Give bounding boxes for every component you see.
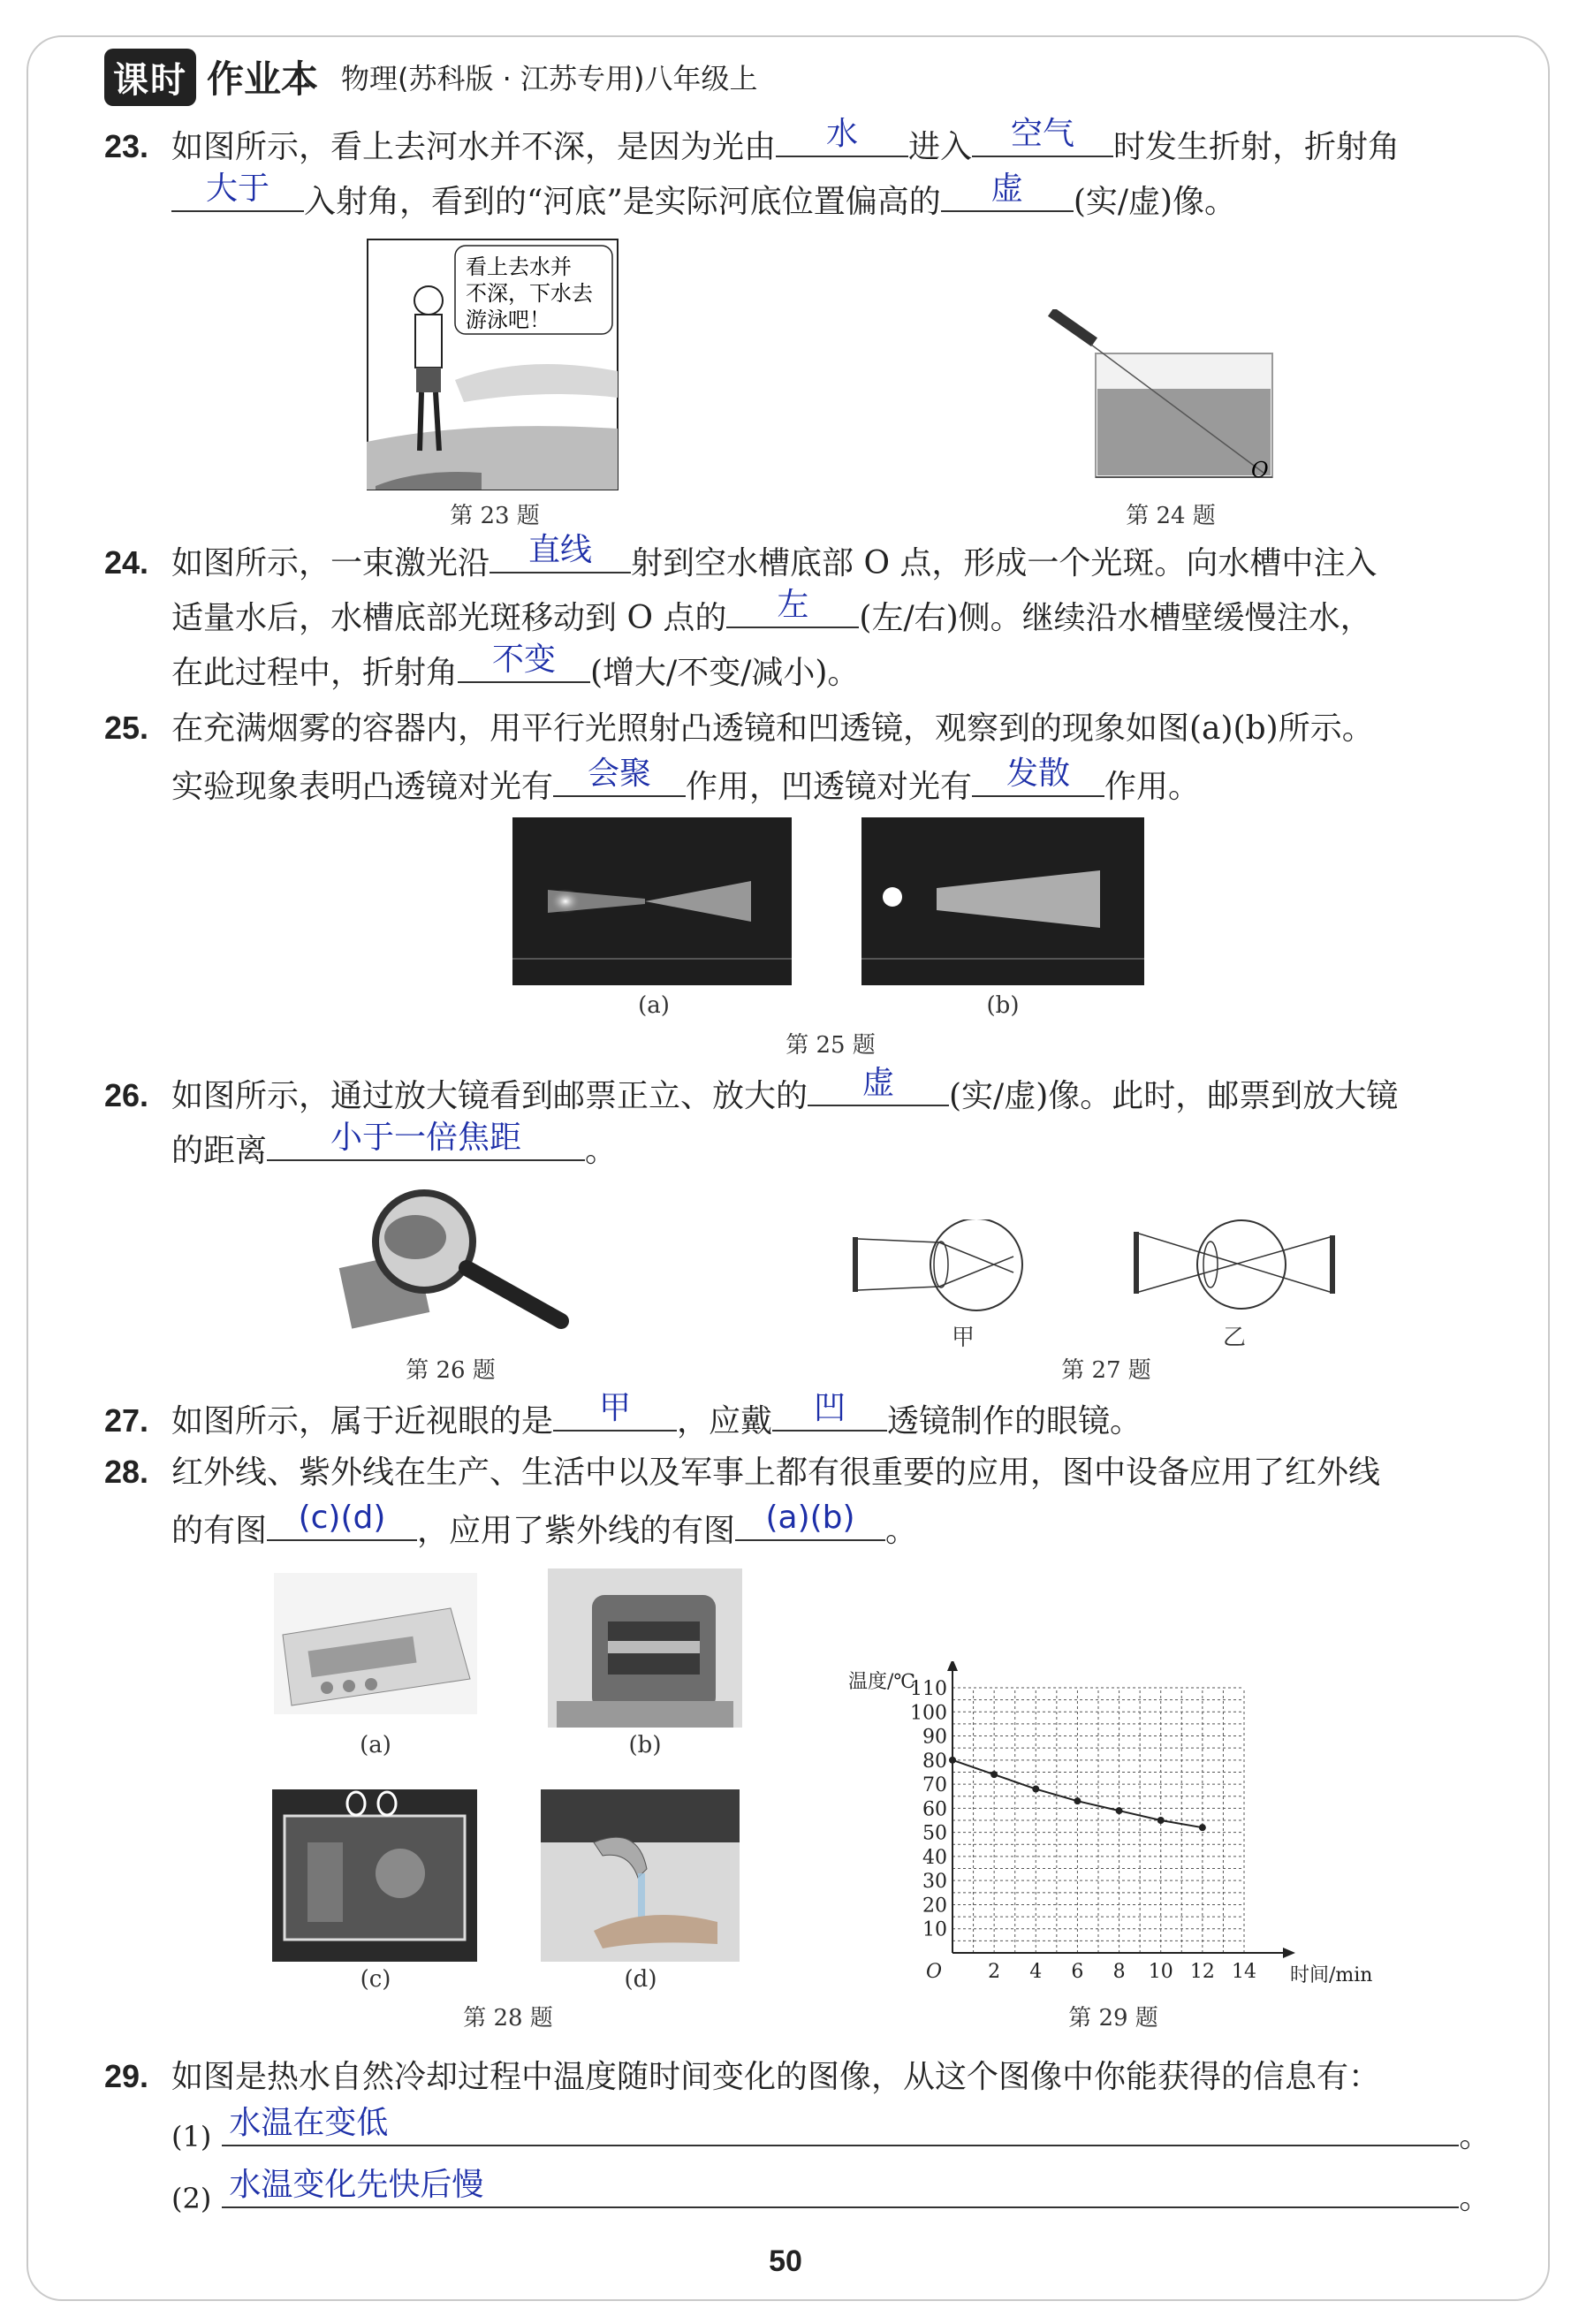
q23-line1: 23. 如图所示，看上去河水并不深，是因为光由 水 进入 空气 时发生折射，折射角: [104, 117, 1400, 174]
x-tick-label: 2: [988, 1961, 1001, 1983]
y-tick-label: 30: [922, 1871, 947, 1894]
caption-27-yi: 乙: [1222, 1325, 1246, 1351]
q28-line2: 的有图 (c)(d) ，应用了紫外线的有图 (a)(b) 。: [171, 1500, 918, 1549]
caption-25a: (a): [638, 992, 670, 1019]
caption-28c: (c): [360, 1966, 391, 1993]
data-point: [1199, 1824, 1206, 1831]
q25-line2: 实验现象表明凸透镜对光有 会聚 作用，凹透镜对光有 发散 作用。: [171, 756, 1201, 805]
answer-blank[interactable]: 直线: [490, 533, 631, 573]
figure-28a-money-detector: [274, 1573, 477, 1718]
caption-27-jia: 甲: [951, 1325, 975, 1351]
y-tick-label: 60: [922, 1798, 947, 1821]
question-number: 23.: [104, 128, 149, 164]
x-tick-label: 4: [1029, 1961, 1043, 1983]
caption-28a: (a): [360, 1732, 391, 1758]
q26-line1: 26. 如图所示，通过放大镜看到邮票正立、放大的 虚 (实/虚)像。此时，邮票到放大镜: [104, 1066, 1398, 1123]
q24-line1: 24. 如图所示，一束激光沿 直线 射到空水槽底部 O 点，形成一个光斑。向水槽中注入: [104, 533, 1377, 590]
answer-blank[interactable]: (c)(d): [267, 1500, 417, 1541]
origin-label: O: [926, 1961, 943, 1983]
figure-28c-thermal-camera: [272, 1789, 477, 1965]
answer-blank[interactable]: 虚: [808, 1066, 949, 1106]
figure-24-water-tank: [1043, 309, 1290, 490]
speech-line: 不深，下水去: [466, 281, 593, 306]
caption-23: 第 23 题: [450, 503, 540, 529]
figure-27-eye-diagrams: [853, 1219, 1347, 1338]
caption-25b: (b): [986, 992, 1020, 1019]
y-tick-label: 10: [922, 1918, 947, 1941]
y-tick-label: 110: [910, 1678, 947, 1700]
answer-blank[interactable]: 发散: [972, 756, 1104, 797]
caption-26: 第 26 题: [406, 1357, 496, 1384]
caption-28b: (b): [628, 1732, 662, 1758]
data-point: [1116, 1807, 1123, 1814]
y-tick-label: 20: [922, 1895, 947, 1918]
question-number: 28.: [104, 1454, 149, 1490]
speech-line: 看上去水并: [466, 254, 572, 279]
page-number: 50: [769, 2244, 802, 2278]
q23-line2: 大于 入射角，看到的“河底”是实际河底位置偏高的 虚 (实/虚)像。: [104, 171, 1236, 229]
data-point: [1032, 1786, 1039, 1793]
figure-25a-convex-lens-photo: [512, 817, 792, 989]
caption-27: 第 27 题: [1061, 1357, 1151, 1384]
temperature-time-chart: [848, 1661, 1396, 1997]
x-tick-label: 8: [1112, 1961, 1126, 1983]
answer-blank[interactable]: (a)(b): [735, 1500, 885, 1541]
x-axis-label: 时间/min: [1290, 1964, 1373, 1986]
q25-line1: 25. 在充满烟雾的容器内，用平行光照射凸透镜和凹透镜，观察到的现象如图(a)(b)所示。: [104, 702, 1374, 756]
answer-blank[interactable]: 小于一倍焦距: [267, 1120, 585, 1161]
answer-blank[interactable]: 大于: [171, 171, 304, 212]
q28-line1: 28. 红外线、紫外线在生产、生活中以及军事上都有很重要的应用，图中设备应用了红外线: [104, 1446, 1380, 1500]
answer-blank[interactable]: 水: [776, 117, 908, 157]
answer-blank[interactable]: 水温在变低: [222, 2106, 1459, 2146]
y-tick-label: 50: [922, 1822, 947, 1845]
y-tick-label: 70: [922, 1774, 947, 1797]
x-axis-arrow: [1283, 1948, 1295, 1958]
caption-28d: (d): [624, 1966, 657, 1993]
point-o-label: O: [1251, 458, 1269, 482]
series-title: 作业本: [207, 57, 319, 101]
subject-title: 物理(苏科版 · 江苏专用)八年级上: [341, 62, 758, 95]
question-number: 24.: [104, 544, 149, 581]
y-axis-label: 温度/℃: [848, 1671, 916, 1693]
figure-28d-sensor-faucet: [541, 1789, 740, 1965]
q29-line2: (1) 水温在变低 。: [171, 2105, 1491, 2154]
q24-line2: 适量水后，水槽底部光斑移动到 O 点的 左 (左/右)侧。继续沿水槽壁缓慢注水，: [171, 587, 1372, 636]
answer-blank[interactable]: 左: [726, 588, 859, 628]
question-number: 25.: [104, 710, 149, 746]
x-tick-label: 6: [1071, 1961, 1084, 1983]
y-tick-label: 80: [922, 1750, 947, 1773]
q27-line1: 27. 如图所示，属于近视眼的是 甲 ，应戴 凹 透镜制作的眼镜。: [104, 1391, 1142, 1448]
q29-line3: (2) 水温变化先快后慢 。: [171, 2167, 1491, 2216]
answer-blank[interactable]: 凹: [772, 1391, 887, 1432]
y-tick-label: 90: [922, 1726, 947, 1749]
speech-line: 游泳吧！: [466, 308, 550, 332]
data-point: [1074, 1797, 1081, 1804]
figure-26-magnifier: [327, 1189, 583, 1342]
data-point: [990, 1771, 998, 1778]
data-point: [1157, 1817, 1165, 1824]
y-tick-label: 100: [910, 1702, 947, 1725]
eye-yi: [1134, 1220, 1335, 1309]
y-tick-label: 40: [922, 1846, 947, 1869]
figure-29-temperature-chart: [848, 1661, 1396, 2001]
eye-jia: [853, 1219, 1022, 1310]
question-number: 26.: [104, 1077, 149, 1113]
q29-line1: 29. 如图是热水自然冷却过程中温度随时间变化的图像，从这个图像中你能获得的信息有：: [104, 2050, 1380, 2104]
caption-25: 第 25 题: [786, 1032, 876, 1059]
figure-28b-disinfection-cabinet: [548, 1568, 742, 1731]
caption-28: 第 28 题: [463, 2005, 553, 2032]
y-axis-arrow: [947, 1661, 958, 1671]
question-number: 29.: [104, 2058, 149, 2094]
question-number: 27.: [104, 1402, 149, 1439]
figure-25b-concave-lens-photo: [861, 817, 1144, 989]
x-tick-label: 12: [1189, 1961, 1215, 1983]
answer-blank[interactable]: 水温变化先快后慢: [222, 2168, 1459, 2208]
figure-23-river-cartoon: [367, 239, 619, 494]
answer-blank[interactable]: 空气: [972, 117, 1113, 157]
x-tick-label: 14: [1232, 1961, 1256, 1983]
answer-blank[interactable]: 甲: [553, 1391, 677, 1432]
series-logo: 课时: [104, 49, 196, 106]
answer-blank[interactable]: 会聚: [553, 756, 686, 797]
answer-blank[interactable]: 虚: [941, 171, 1074, 212]
caption-24: 第 24 题: [1126, 503, 1216, 529]
header: [104, 46, 758, 108]
data-point: [949, 1757, 956, 1764]
answer-blank[interactable]: 不变: [458, 642, 590, 683]
q24-line3: 在此过程中，折射角 不变 (增大/不变/减小)。: [171, 642, 860, 691]
x-tick-label: 10: [1148, 1961, 1173, 1983]
q26-line2: 的距离 小于一倍焦距 。: [171, 1120, 618, 1169]
caption-29: 第 29 题: [1068, 2005, 1158, 2032]
